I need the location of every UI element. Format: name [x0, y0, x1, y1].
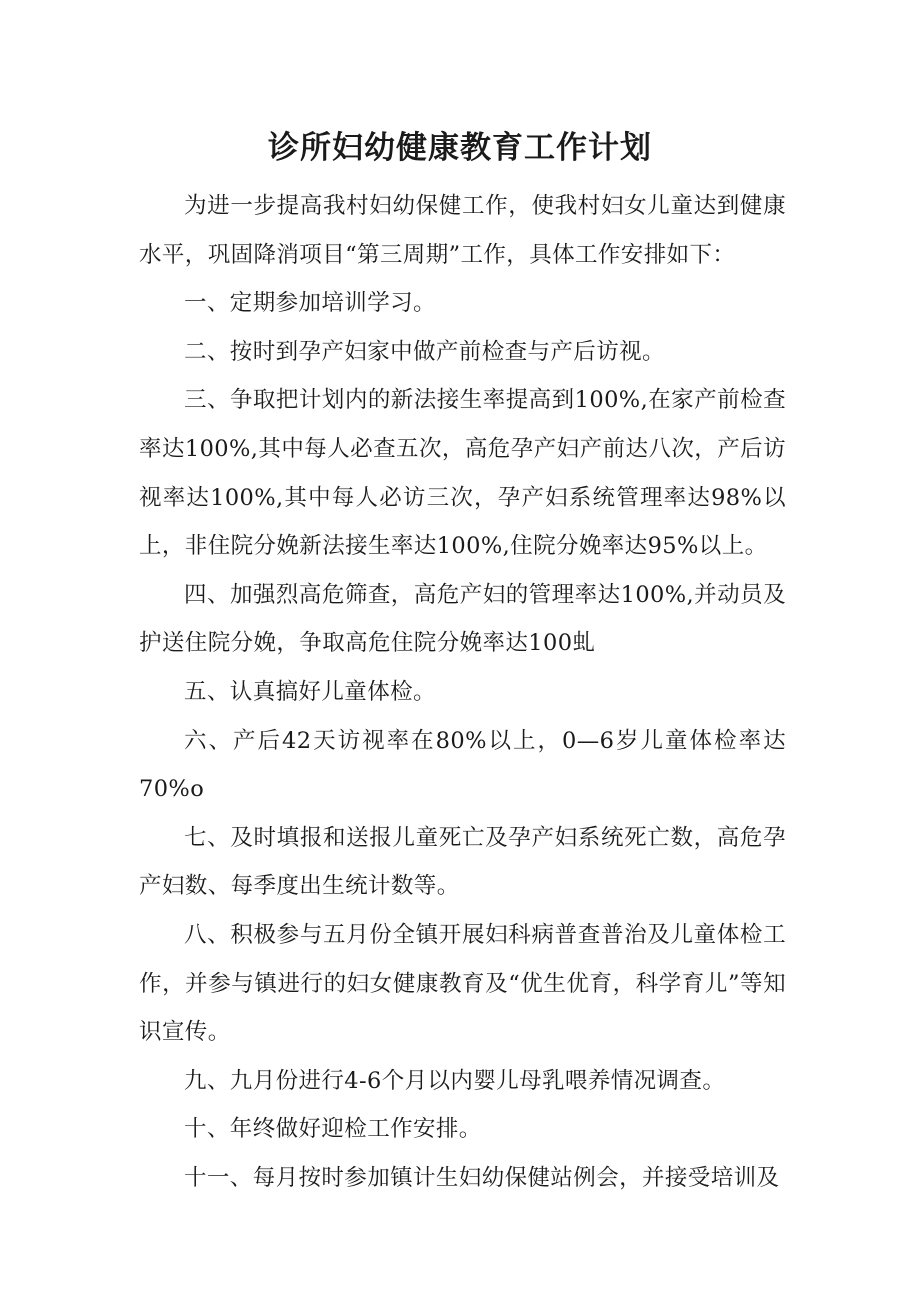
item-1-paragraph: 一、定期参加培训学习。	[184, 290, 436, 317]
item-3-paragraph: 三、争取把计划内的新法接生率提高到100%,在家产前检查率达100%,其中每人必查五次，高危孕产妇产前达八次，产后访视率达100%,其中每人必访三次，孕产妇系统管理率达98%以上，非住院分娩新法接生率达100%,住院分娩率达95%以上。	[139, 387, 786, 560]
item-5-paragraph: 五、认真搞好儿童体检。	[184, 678, 436, 705]
intro-paragraph: 为进一步提高我村妇幼保健工作，使我村妇女儿童达到健康水平，巩固降消项目“第三周期”工作，具体工作安排如下：	[139, 193, 786, 268]
item-2-paragraph: 二、按时到孕产妇家中做产前检查与产后访视。	[184, 338, 665, 365]
item-6-paragraph: 六、产后42天访视率在80%以上，0—6岁儿童体检率达70%o	[139, 727, 786, 803]
document-body	[139, 182, 786, 1202]
document-title: 诊所妇幼健康教育工作计划	[268, 130, 652, 166]
item-7-paragraph: 七、及时填报和送报儿童死亡及孕产妇系统死亡数，高危孕产妇数、每季度出生统计数等。	[139, 824, 786, 900]
item-9-paragraph: 九、九月份进行4-6个月以内婴儿母乳喂养情况调查。	[184, 1067, 726, 1094]
item-8-paragraph: 八、积极参与五月份全镇开展妇科病普查普治及儿童体检工作，并参与镇进行的妇女健康教育及“优生优育，科学育儿”等知识宣传。	[139, 921, 786, 1046]
item-4-paragraph: 四、加强烈高危筛查，高危产妇的管理率达100%,并动员及护送住院分娩，争取高危住院分娩率达100虬	[139, 581, 786, 657]
item-11-paragraph: 十一、每月按时参加镇计生妇幼保健站例会，并接受培训及	[184, 1164, 780, 1191]
item-10-paragraph: 十、年终做好迎检工作安排。	[184, 1116, 482, 1143]
